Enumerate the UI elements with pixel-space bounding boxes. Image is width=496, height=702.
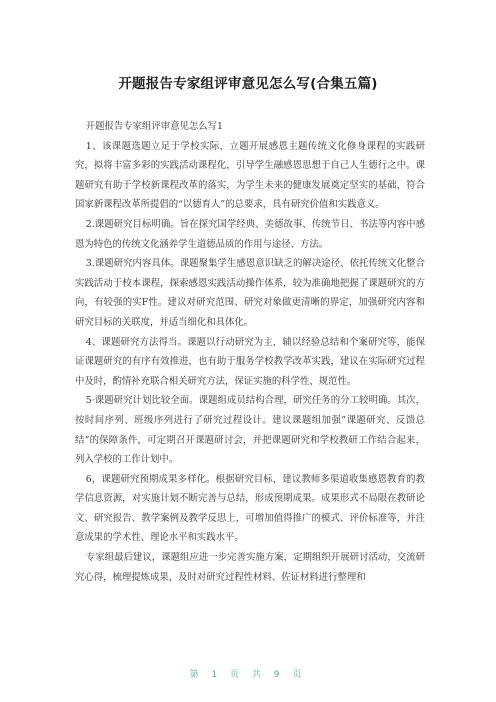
- document-body: [75, 117, 425, 587]
- paragraph: 1、该课题选题立足于学校实际，立题开展感恩主题传统文化修身课程的实践研究，拟将丰富多彩的实践活动课程化，引导学生融感恩思想于自己人生德行之中。课题研究有助于学校新课程改革的落实，为学生未来的健康发展奠定坚实的基础，符合国家新课程改革所提倡的“以德育人”的总要求，具有研究价值和实践意义。: [75, 140, 425, 211]
- paragraph: 3.课题研究内容具体。课题聚集学生感恩意识缺乏的解决途径、依托传统文化整合实践活动于校本课程，探索感恩实践活动操作体系，较为准确地把握了课题研究的方向，有较强的实F性。建议对研究范围、研究对象做更清晰的界定，加强研究内容和研究目标的关联度，并适当细化和具体化。: [75, 258, 425, 328]
- paragraph: 专家组最后建议，课题组应进一步完善实施方案，定期组织开展研讨活动，交流研究心得，梳理提炼成果，及时对研究过程性材料、佐证材料进行整理和: [75, 552, 425, 583]
- section-heading: 开题报告专家组评审意见怎么写1: [85, 121, 224, 132]
- page-number-footer: 第 1 页 共 9 页: [189, 670, 307, 680]
- paragraph: 2.课题研究目标明确。旨在探究国学经典、美德故事、传统节日、书法等内容中感恩为特色的传统文化涵养学生道德品质的作用与途径、方法。: [75, 218, 425, 250]
- paragraph: 5·课题研究计划比较全面。课题组成员结构合理，研究任务的分工较明确。其次，按时间序列、班级序列进行了研究过程设计。建议课题组加强”课题研究、反馈总结”的保障条件，可定期召开课题研讨会，并把课题研究和学校教研工作结合起来，列入学校的工作计划中。: [75, 395, 425, 466]
- page-title: 开题报告专家组评审意见怎么写(合集五篇): [118, 76, 378, 92]
- paragraph: 4、课题研究方法得当。课题以行动研究为主，辅以经验总结和个案研究等，能保证课题研究的有序有效推进，也有助于服务学校教学改革实践，建议在实际研究过程中及时，酌情补充联合相关研究方法，保证实施的科学性、规范性。: [75, 336, 425, 387]
- paragraph: 6，课题研究预期成果多样化。根据研究目标，建议教师多渠道收集感恩教育的教学信息资源，对实施计划不断完善与总结，形成预期成果。成果形式不局限在教研论文、研究报告、教学案例及教学反思上，可增加值得推广的模式、评价标准等，并注意成果的学术性、理论水平和实践水平。: [75, 473, 425, 544]
